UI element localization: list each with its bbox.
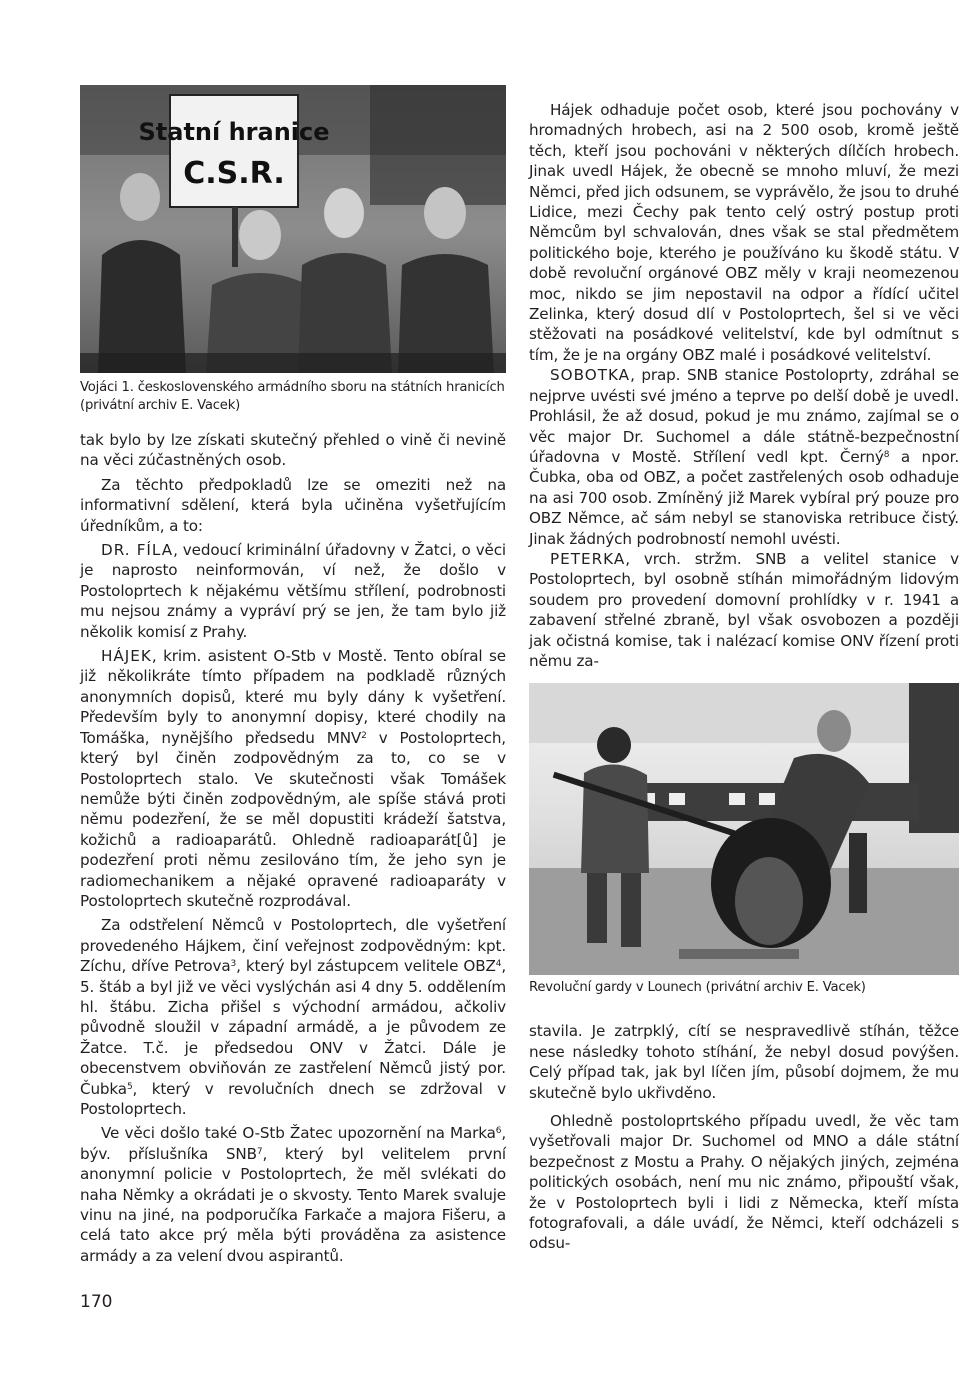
- paragraph-text: Ve věci došlo také O-Stb Žatec upozornění na Marka: [101, 1124, 496, 1143]
- revolutionary-guards-photo-graphic: [529, 683, 959, 975]
- paragraph-text: , 5. štáb a byl již ve věci vyslýchán asi 4 dny 5. oddělením hl. štábu. Zicha přišel s východní armádou, ačkoliv původně sloužil v západní armádě, a je původem ze Žatce. T.č. je předsedou ONV v Žatci. Dále je obecenstvem obviňován ze zastřelení Němců jistý por. Čubka: [80, 957, 506, 1098]
- paragraph: [80, 1123, 506, 1266]
- paragraph-fila: [80, 540, 506, 642]
- footnote-ref[interactable]: 4: [495, 959, 502, 970]
- paragraph: Ohledně postoloprtského případu uvedl, že věc tam vyšetřovali major Dr. Suchomel od MNO a dále státní bezpečnost z Mostu a Prahy. O nějakých jiných, zejména politických osobách, není mu nic známo, připouští však, že v Postoloprtech byli i lidi z Německa, kteří místa fotografovali, a dále uvádí, že Němci, kteří odcházeli s odsu-: [529, 1112, 959, 1253]
- person-name: DR. FÍLA: [101, 541, 174, 560]
- paragraph: Hájek odhaduje počet osob, které jsou pochovány v hromadných hrobech, asi na 2 500 osob, kromě ještě těch, kteří jsou pochováni v některých dílčích hrobech. Jinak uvedl Hájek, že obecně se mnoho mluví, že mezi Němci, před jich odsunem, se vyprávělo, že jsou to druhé Lidice, mezi Čechy pak tento celý ostrý postup proti Němcům byl schvalován, dnes však se stal předmětem politického boje, kterého je používáno ku škodě státu. V době revoluční orgánové OBZ měly v kraji neomezenou moc, nikdo se jim nepostavil na odpor a řídící učitel Zelinka, který dosud dlí v Postoloprtech, šel si ve věci stěžovati na posádkové velitelství, kde byl odmítnut s tím, že je na orgány OBZ malé i posádkové velitelství.: [529, 101, 959, 364]
- footnote-ref[interactable]: 6: [495, 1126, 502, 1137]
- footnote-ref[interactable]: 3: [230, 959, 237, 970]
- paragraph: [80, 915, 506, 1119]
- paragraph-peterka: [529, 549, 959, 671]
- paragraph-text: , vrch. stržm. SNB a velitel stanice v Postoloprtech, byl osobně stíhán mimořádným lidovým soudem pro provedení domovní prohlídky v r. 1941 a zabavení střelné zbraně, byl však osvobozen a později jak očistná komise, tak i nalézací komise ONV řízení proti němu za-: [529, 549, 959, 670]
- left-body-text: [80, 430, 506, 1266]
- paragraph-hajek: [80, 646, 506, 911]
- right-body-text-top: [529, 100, 959, 671]
- paragraph-text: , který byl velitelem první anonymní policie v Postoloprtech, že měl svlékati do naha Němky a okrádati je o skvosty. Tento Marek svaluje vinu na jiné, na podporučíka Farkače a majora Fišeru, a celá tato akce prý měla býti prováděna za asistence armády a za velení dvou aspirantů.: [80, 1144, 506, 1265]
- right-body-text-bottom: [529, 1021, 959, 1253]
- paragraph-text: a npor. Čubka, oba od OBZ, a počet zastřelených osob odhaduje na asi 700 osob. Zmíněný již Marek vybíral prý pouze pro OBZ Němce, ač sám nebyl se stanoviska retribuce čistý. Jinak žádných podrobností nemohl uvésti.: [529, 447, 959, 548]
- photo-caption-guards: Revoluční gardy v Lounech (privátní archiv E. Vacek): [529, 980, 866, 996]
- revolutionary-guards-photo: [529, 683, 959, 975]
- paragraph-text: , vedoucí kriminální úřadovny v Žatci, o věci je naprosto neinformován, ví než, že došlo v Postoloprtech k nějakému většímu střílení, podrobnosti mu nejsou známy a vypráví prý se jen, že tam bylo již několik komisí z Prahy.: [80, 541, 506, 641]
- paragraph-text: , krim. asistent O-Stb v Mostě. Tento obíral se již několikráte tímto případem na podkladě různých anonymních dopisů, které mu byly dány k vyšetření. Především byly to anonymní dopisy, které chodily na Tomáška, nynějšího předsedu MNV: [80, 647, 506, 747]
- paragraph: Za těchto předpokladů lze se omeziti než na informativní sdělení, která byla učiněna vyšetřujícím úředníkům, a to:: [80, 475, 506, 535]
- person-name: HÁJEK: [101, 647, 152, 666]
- paragraph-text: , který byl zástupcem velitele OBZ: [236, 957, 496, 976]
- footnote-ref[interactable]: 8: [883, 449, 890, 460]
- paragraph-text: , který v revolučních dnech se zdržoval v Postoloprtech.: [80, 1079, 506, 1118]
- paragraph-sobotka: [529, 365, 959, 549]
- paragraph-text: , býv. příslušníka SNB: [80, 1124, 506, 1163]
- paragraph: stavila. Je zatrpklý, cítí se nespravedlivě stíhán, těžce nese následky tohoto stíhání, že nebyl dosud povýšen. Celý případ tak, jak byl líčen jím, působí dojmem, že mu skutečně bylo ukřivděno.: [529, 1022, 959, 1102]
- page-number: 170: [80, 1292, 113, 1312]
- soldiers-photo-graphic: [80, 85, 506, 373]
- photo-caption-soldiers: Vojáci 1. československého armádního sboru na státních hranicích (privátní archiv E. Vacek): [80, 380, 505, 413]
- person-name: SOBOTKA: [550, 366, 631, 385]
- footnote-ref[interactable]: 7: [256, 1146, 263, 1157]
- person-name: PETERKA: [550, 549, 626, 568]
- footnote-ref[interactable]: 2: [361, 730, 367, 741]
- footnote-ref[interactable]: 5: [126, 1081, 133, 1092]
- right-column: [529, 100, 959, 1254]
- paragraph: tak bylo by lze získati skutečný přehled o vině či nevině na věci zúčastněných osob.: [80, 431, 506, 470]
- paragraph-text: v Postoloprtech, který byl činěn zodpovědným za to, co se v Postoloprtech stalo. Ve skutečnosti však Tomášek nemůže býti činěn zodpovědným, ale spíše stává proti němu podezření, že se měl dopustiti krádeží šatstva, kožichů a radioaparátů. Ohledně radioaparát[ů] je podezření proti němu zesilováno tím, že jeho syn je radiomechanikem a nějaké opravené radioaparáty v Postoloprtech skutečně rozprodával.: [80, 728, 506, 910]
- left-column: [80, 85, 506, 1266]
- paragraph-text: , prap. SNB stanice Postoloprty, zdráhal se nejprve uvésti své jméno a teprve po delší době je uvedl. Prohlásil, že až dosud, pokud je mu známo, zajímal se o věc major Dr. Suchomel a dále státně-bezpečnostní úřadovna v Mostě. Střílení vedl kpt. Černý: [529, 366, 959, 466]
- soldiers-photo: [80, 85, 506, 373]
- paragraph-text: Za odstřelení Němců v Postoloprtech, dle vyšetření provedeného Hájkem, činí veřejnost zodpovědným: kpt. Zíchu, dříve Petrova: [80, 916, 506, 976]
- sign-text-line1: Statní hranice: [138, 118, 330, 146]
- sign-text-line2: C.S.R.: [183, 156, 285, 191]
